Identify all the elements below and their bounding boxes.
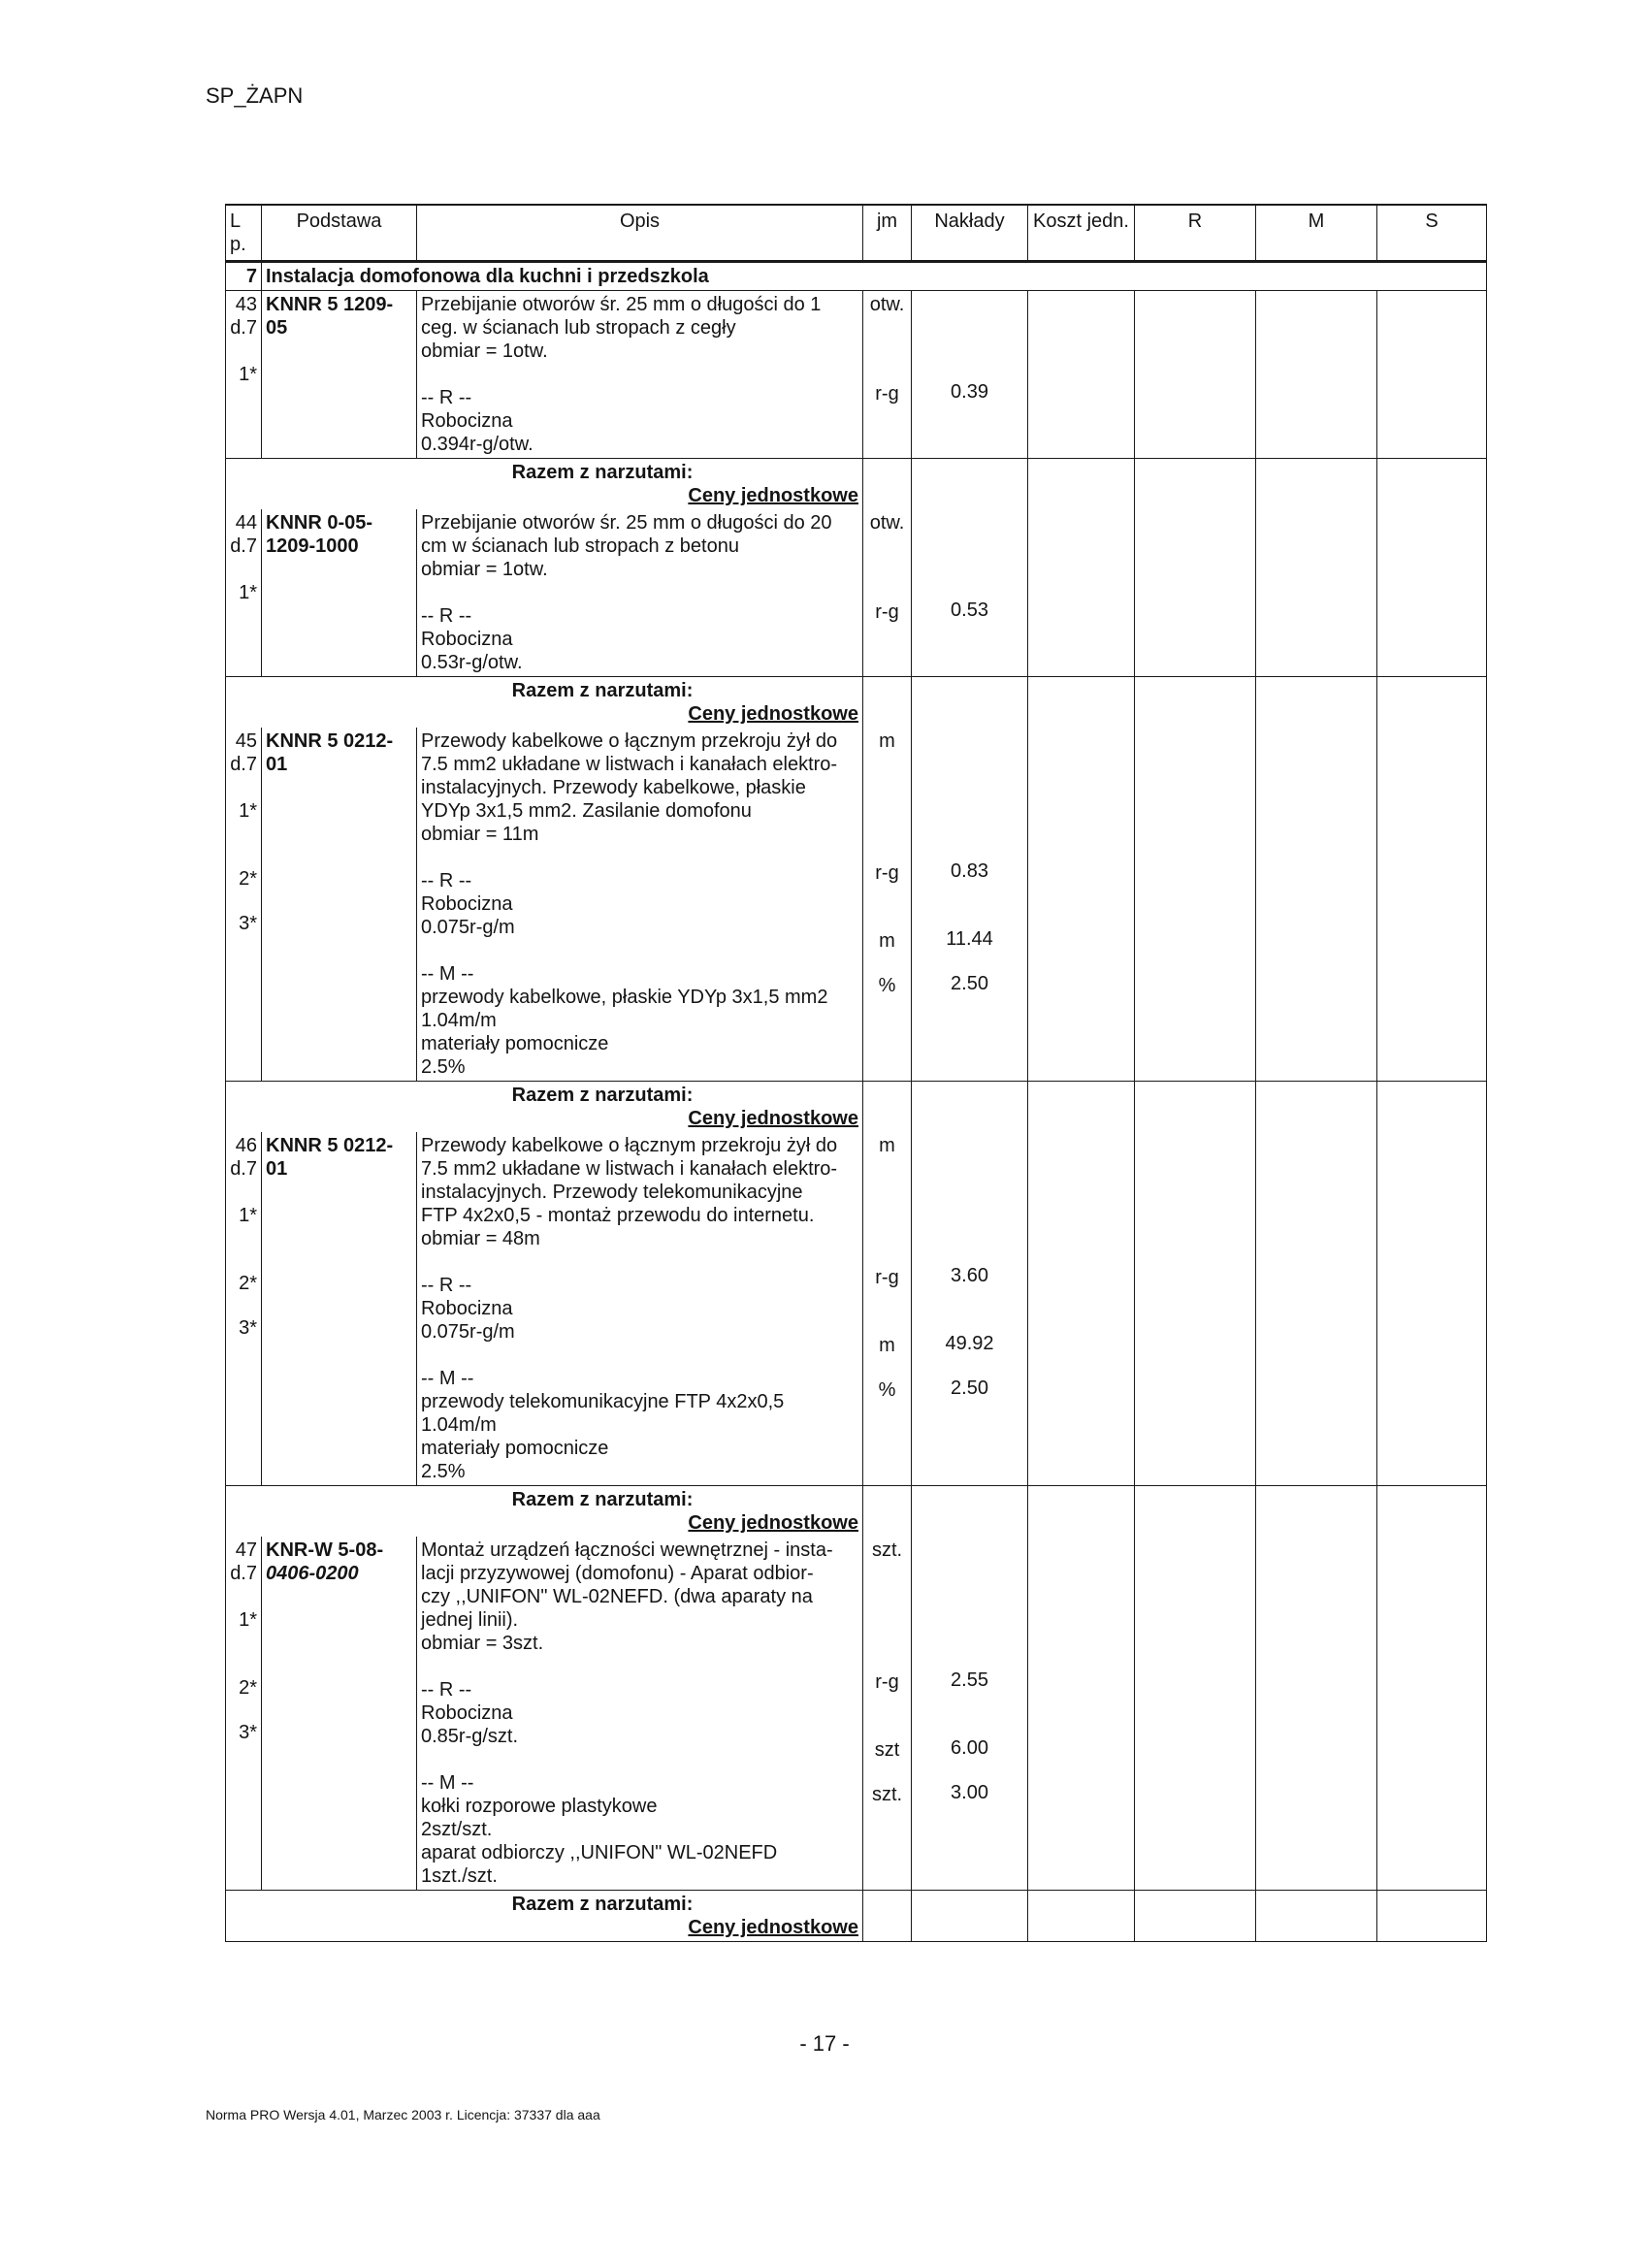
resource-unit: szt: [874, 1739, 900, 1761]
document-code: SP_ŻAPN: [206, 83, 304, 108]
empty-summary-cell: [863, 459, 912, 510]
resource-name: materiały pomocnicze: [421, 1438, 609, 1459]
empty-summary-cell: [1377, 1082, 1487, 1133]
position-unit: m: [879, 1135, 895, 1156]
position-unit: otw.: [869, 512, 905, 534]
empty-summary-cell: [1028, 677, 1135, 729]
position-quantity-cell: [912, 509, 1028, 677]
resource-quantity: 2.55: [951, 1669, 988, 1691]
software-license-note: Norma PRO Wersja 4.01, Marzec 2003 r. Licencja: 37337 dla aaa: [206, 2107, 600, 2122]
description-line: Przewody kabelkowe o łącznym przekroju żył do: [421, 1135, 838, 1156]
base-code-line: KNNR 0-05-: [266, 512, 373, 534]
description-line: 7.5 mm2 układane w listwach i kanałach elektro-: [421, 754, 838, 775]
resource-norm: 0.075r-g/m: [421, 917, 515, 938]
base-code-line: 01: [266, 1158, 288, 1180]
position-number-cell: [226, 1537, 262, 1891]
position-unit-cell: [863, 509, 912, 677]
description-line: cm w ścianach lub stropach z betonu: [421, 535, 739, 557]
empty-cost-cell: [1028, 509, 1135, 677]
empty-cost-cell: [1377, 291, 1487, 459]
position-number: 45: [235, 730, 257, 752]
position-row: [226, 728, 1487, 1082]
resource-number: 1*: [239, 364, 257, 385]
resource-quantity: 49.92: [945, 1333, 994, 1354]
empty-summary-cell: [1135, 1891, 1256, 1942]
position-row: [226, 1132, 1487, 1486]
description-line: ceg. w ścianach lub stropach z cegły: [421, 317, 736, 339]
base-code-line: 01: [266, 754, 288, 775]
position-number-cell: [226, 509, 262, 677]
resource-number: 1*: [239, 1609, 257, 1631]
position-quantity-cell: [912, 728, 1028, 1082]
resource-type-label: -- M --: [421, 963, 474, 985]
resource-norm: 0.394r-g/otw.: [421, 434, 534, 455]
position-unit-cell: [863, 1537, 912, 1891]
resource-number: 3*: [239, 1317, 257, 1339]
description-line: czy ,,UNIFON" WL-02NEFD. (dwa aparaty na: [421, 1586, 813, 1607]
summary-razem-label: Razem z narzutami:: [511, 1894, 694, 1915]
summary-ceny-label: Ceny jednostkowe: [688, 1917, 858, 1938]
position-description-cell: [417, 1132, 863, 1486]
empty-summary-cell: [863, 1891, 912, 1942]
summary-row: [226, 677, 1487, 729]
cost-estimate-table: [225, 204, 1487, 1942]
position-dept: d.7: [230, 535, 257, 557]
position-dept: d.7: [230, 1563, 257, 1584]
position-number-cell: [226, 1132, 262, 1486]
resource-unit: %: [878, 975, 896, 996]
empty-summary-cell: [1028, 1891, 1135, 1942]
empty-cost-cell: [1135, 1132, 1256, 1486]
summary-row: [226, 1082, 1487, 1133]
resource-type-label: -- R --: [421, 387, 472, 408]
empty-cost-cell: [1135, 1537, 1256, 1891]
position-unit: m: [879, 730, 895, 752]
position-row: [226, 1537, 1487, 1891]
empty-cost-cell: [1256, 728, 1377, 1082]
base-code-line: KNNR 5 0212-: [266, 1135, 394, 1156]
position-base-cell: [262, 728, 417, 1082]
resource-unit: szt.: [871, 1784, 903, 1805]
position-row: [226, 291, 1487, 459]
description-line: obmiar = 1otw.: [421, 340, 548, 362]
resource-norm: 1.04m/m: [421, 1414, 497, 1436]
summary-label-cell: [226, 1891, 863, 1942]
resource-unit: r-g: [875, 1267, 899, 1288]
resource-norm: 2.5%: [421, 1056, 466, 1078]
resource-type-label: -- R --: [421, 1275, 472, 1296]
position-quantity-cell: [912, 1132, 1028, 1486]
description-line: obmiar = 48m: [421, 1228, 540, 1249]
position-unit: otw.: [869, 294, 905, 315]
summary-razem-label: Razem z narzutami:: [511, 680, 694, 701]
empty-cost-cell: [1377, 1132, 1487, 1486]
page-number: - 17 -: [799, 2031, 850, 2056]
empty-summary-cell: [1028, 459, 1135, 510]
position-number: 46: [235, 1135, 257, 1156]
col-header-naklady: Nakłady: [912, 205, 1028, 262]
resource-name: aparat odbiorczy ,,UNIFON" WL-02NEFD: [421, 1842, 778, 1863]
description-line: Montaż urządzeń łączności wewnętrznej - insta-: [421, 1539, 833, 1561]
resource-unit: r-g: [875, 383, 899, 405]
empty-summary-cell: [1135, 1082, 1256, 1133]
base-code-line: 1209-1000: [266, 535, 359, 557]
position-description-cell: [417, 509, 863, 677]
empty-summary-cell: [912, 459, 1028, 510]
table-header-row: [226, 205, 1487, 262]
empty-summary-cell: [1028, 1486, 1135, 1538]
description-line: instalacyjnych. Przewody telekomunikacyjne: [421, 1182, 803, 1203]
description-line: jednej linii).: [421, 1609, 519, 1631]
resource-unit: m: [879, 930, 895, 952]
description-line: obmiar = 11m: [421, 824, 539, 845]
empty-summary-cell: [912, 1891, 1028, 1942]
resource-quantity: 3.60: [951, 1265, 988, 1286]
empty-summary-cell: [1256, 677, 1377, 729]
resource-name: przewody kabelkowe, płaskie YDYp 3x1,5 mm2: [421, 987, 828, 1008]
description-line: Przebijanie otworów śr. 25 mm o długości do 1: [421, 294, 822, 315]
empty-cost-cell: [1256, 1537, 1377, 1891]
empty-summary-cell: [1256, 1082, 1377, 1133]
position-unit-cell: [863, 291, 912, 459]
resource-unit: %: [878, 1379, 896, 1401]
summary-row: [226, 1486, 1487, 1538]
position-row: [226, 509, 1487, 677]
resource-quantity: 6.00: [951, 1737, 988, 1759]
empty-cost-cell: [1135, 291, 1256, 459]
description-line: obmiar = 3szt.: [421, 1633, 544, 1654]
resource-number: 2*: [239, 1273, 257, 1294]
base-code-line: 05: [266, 317, 288, 339]
position-description-cell: [417, 728, 863, 1082]
resource-name: materiały pomocnicze: [421, 1033, 609, 1054]
empty-cost-cell: [1028, 1537, 1135, 1891]
summary-razem-label: Razem z narzutami:: [511, 1085, 694, 1106]
summary-label-cell: [226, 677, 863, 729]
resource-norm: 1szt./szt.: [421, 1865, 498, 1887]
resource-type-label: -- R --: [421, 605, 472, 627]
description-line: FTP 4x2x0,5 - montaż przewodu do internetu.: [421, 1205, 815, 1226]
empty-summary-cell: [1377, 1486, 1487, 1538]
col-header-s: S: [1377, 205, 1487, 262]
position-number: 47: [235, 1539, 257, 1561]
summary-ceny-label: Ceny jednostkowe: [688, 1108, 858, 1129]
base-code-line: KNNR 5 1209-: [266, 294, 394, 315]
resource-type-label: -- R --: [421, 1679, 472, 1701]
empty-cost-cell: [1377, 1537, 1487, 1891]
section-title: Instalacja domofonowa dla kuchni i przedszkola: [262, 262, 1487, 291]
resource-type-label: -- M --: [421, 1772, 474, 1794]
empty-summary-cell: [912, 1486, 1028, 1538]
empty-summary-cell: [1135, 459, 1256, 510]
summary-label-cell: [226, 459, 863, 510]
resource-norm: 2.5%: [421, 1461, 466, 1482]
resource-quantity: 11.44: [946, 928, 993, 950]
position-base-cell: [262, 1132, 417, 1486]
empty-cost-cell: [1256, 509, 1377, 677]
position-base-cell: [262, 509, 417, 677]
resource-unit: m: [879, 1335, 895, 1356]
position-dept: d.7: [230, 317, 257, 339]
empty-summary-cell: [912, 677, 1028, 729]
position-quantity-cell: [912, 1537, 1028, 1891]
resource-quantity: 0.39: [951, 381, 988, 403]
resource-number: 1*: [239, 1205, 257, 1226]
resource-name: Robocizna: [421, 1702, 513, 1724]
position-description-cell: [417, 291, 863, 459]
position-number-cell: [226, 291, 262, 459]
empty-cost-cell: [1135, 509, 1256, 677]
table-body: [226, 262, 1487, 1942]
empty-summary-cell: [1377, 459, 1487, 510]
resource-name: Robocizna: [421, 893, 513, 915]
resource-unit: r-g: [875, 1671, 899, 1693]
description-line: instalacyjnych. Przewody kabelkowe, płaskie: [421, 777, 806, 798]
position-unit-cell: [863, 728, 912, 1082]
position-number-cell: [226, 728, 262, 1082]
resource-number: 2*: [239, 868, 257, 890]
section-row: [226, 262, 1487, 291]
col-header-opis: Opis: [417, 205, 863, 262]
position-dept: d.7: [230, 754, 257, 775]
position-base-cell: [262, 291, 417, 459]
resource-name: Robocizna: [421, 629, 513, 650]
empty-summary-cell: [863, 677, 912, 729]
summary-razem-label: Razem z narzutami:: [511, 462, 694, 483]
empty-summary-cell: [1377, 677, 1487, 729]
position-base-cell: [262, 1537, 417, 1891]
base-code-line: 0406-0200: [266, 1563, 359, 1584]
empty-summary-cell: [863, 1486, 912, 1538]
resource-quantity: 3.00: [951, 1782, 988, 1803]
summary-row: [226, 459, 1487, 510]
resource-norm: 0.85r-g/szt.: [421, 1726, 519, 1747]
empty-summary-cell: [1256, 1486, 1377, 1538]
summary-label-cell: [226, 1082, 863, 1133]
position-dept: d.7: [230, 1158, 257, 1180]
resource-quantity: 0.53: [951, 599, 988, 621]
summary-ceny-label: Ceny jednostkowe: [688, 703, 858, 725]
description-line: YDYp 3x1,5 mm2. Zasilanie domofonu: [421, 800, 752, 822]
summary-row: [226, 1891, 1487, 1942]
col-header-koszt: Koszt jedn.: [1028, 205, 1135, 262]
resource-number: 2*: [239, 1677, 257, 1699]
description-line: lacji przyzywowej (domofonu) - Aparat odbior-: [421, 1563, 814, 1584]
position-unit-cell: [863, 1132, 912, 1486]
resource-name: Robocizna: [421, 1298, 513, 1319]
empty-cost-cell: [1256, 1132, 1377, 1486]
summary-ceny-label: Ceny jednostkowe: [688, 1512, 858, 1534]
position-number: 44: [235, 512, 257, 534]
col-header-m: M: [1256, 205, 1377, 262]
empty-cost-cell: [1028, 1132, 1135, 1486]
resource-quantity: 0.83: [951, 860, 988, 882]
resource-number: 1*: [239, 582, 257, 603]
resource-unit: r-g: [875, 601, 899, 623]
empty-summary-cell: [912, 1082, 1028, 1133]
resource-name: Robocizna: [421, 410, 513, 432]
col-header-r: R: [1135, 205, 1256, 262]
resource-quantity: 2.50: [951, 1377, 988, 1399]
empty-cost-cell: [1135, 728, 1256, 1082]
resource-name: przewody telekomunikacyjne FTP 4x2x0,5: [421, 1391, 785, 1412]
empty-summary-cell: [863, 1082, 912, 1133]
resource-type-label: -- R --: [421, 870, 472, 891]
resource-number: 3*: [239, 1722, 257, 1743]
base-code-line: KNR-W 5-08-: [266, 1539, 384, 1561]
empty-summary-cell: [1028, 1082, 1135, 1133]
section-number: 7: [226, 262, 262, 291]
resource-number: 1*: [239, 800, 257, 822]
summary-ceny-label: Ceny jednostkowe: [688, 485, 858, 506]
resource-number: 3*: [239, 913, 257, 934]
resource-name: kołki rozporowe plastykowe: [421, 1796, 658, 1817]
description-line: Przewody kabelkowe o łącznym przekroju żył do: [421, 730, 838, 752]
resource-type-label: -- M --: [421, 1368, 474, 1389]
empty-cost-cell: [1028, 291, 1135, 459]
empty-summary-cell: [1256, 459, 1377, 510]
empty-summary-cell: [1256, 1891, 1377, 1942]
base-code-line: KNNR 5 0212-: [266, 730, 394, 752]
empty-cost-cell: [1377, 509, 1487, 677]
position-quantity-cell: [912, 291, 1028, 459]
position-number: 43: [235, 294, 257, 315]
col-header-jm: jm: [863, 205, 912, 262]
resource-norm: 2szt/szt.: [421, 1819, 493, 1840]
description-line: Przebijanie otworów śr. 25 mm o długości do 20: [421, 512, 832, 534]
resource-quantity: 2.50: [951, 973, 988, 994]
summary-label-cell: [226, 1486, 863, 1538]
col-header-podstawa: Podstawa: [262, 205, 417, 262]
empty-summary-cell: [1377, 1891, 1487, 1942]
col-header-lp: L p.: [226, 205, 262, 262]
position-unit: szt.: [871, 1539, 903, 1561]
description-line: 7.5 mm2 układane w listwach i kanałach elektro-: [421, 1158, 838, 1180]
empty-summary-cell: [1135, 1486, 1256, 1538]
resource-norm: 0.53r-g/otw.: [421, 652, 523, 673]
empty-cost-cell: [1377, 728, 1487, 1082]
description-line: obmiar = 1otw.: [421, 559, 548, 580]
position-description-cell: [417, 1537, 863, 1891]
summary-razem-label: Razem z narzutami:: [511, 1489, 694, 1510]
resource-norm: 1.04m/m: [421, 1010, 497, 1031]
empty-cost-cell: [1256, 291, 1377, 459]
empty-summary-cell: [1135, 677, 1256, 729]
resource-unit: r-g: [875, 862, 899, 884]
resource-norm: 0.075r-g/m: [421, 1321, 515, 1343]
empty-cost-cell: [1028, 728, 1135, 1082]
